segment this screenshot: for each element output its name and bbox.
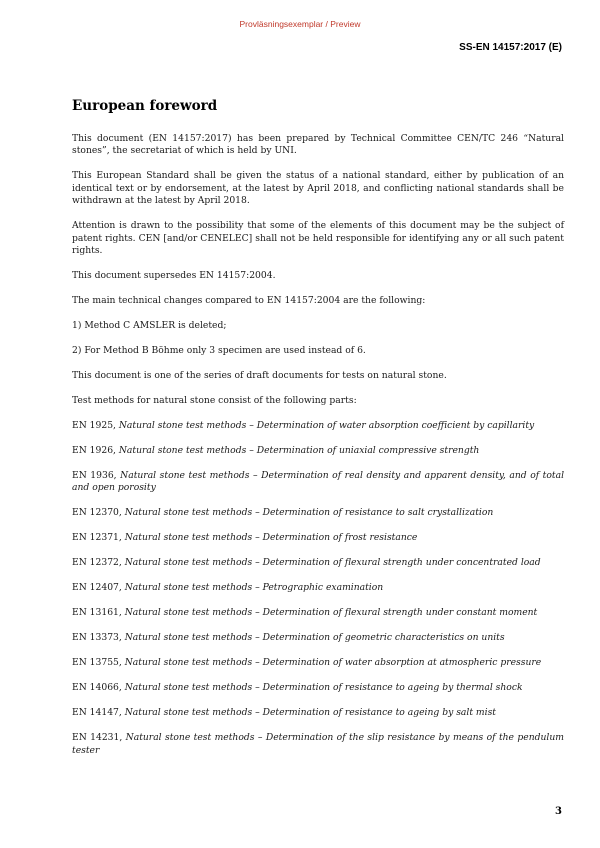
page-number: 3 (555, 806, 562, 817)
reference-code: EN 1926, (72, 445, 116, 457)
reference-title: Natural stone test methods – Determination of frost resistance (124, 532, 418, 544)
reference-code: EN 14147, (72, 707, 122, 719)
paragraph: This European Standard shall be given the status of a national standard, either by publication of an identical text or by endorsement, at the latest by April 2018, and conflicting national standards shall be withdrawn at the latest by April 2018. (72, 170, 564, 207)
paragraph: This document (EN 14157:2017) has been prepared by Technical Committee CEN/TC 246 “Natural stones”, the secretariat of which is held by UNI. (72, 133, 564, 157)
paragraph: 2) For Method B Böhme only 3 specimen are used instead of 6. (72, 345, 366, 357)
reference-item (72, 657, 564, 669)
reference-title: Natural stone test methods – Determination of the slip resistance by means of the pendulum tester (72, 732, 564, 756)
reference-title: Natural stone test methods – Determination of real density and apparent density, and of total and open porosity (72, 470, 565, 494)
paragraph: This document is one of the series of draft documents for tests on natural stone. (72, 370, 447, 382)
reference-code: EN 1925, (72, 420, 116, 432)
reference-code: EN 13373, (72, 632, 122, 644)
reference-item (72, 445, 564, 457)
paragraph: Attention is drawn to the possibility that some of the elements of this document may be the subject of patent rights. CEN [and/or CENELEC] shall not be held responsible for identifying any or all such patent rights. (72, 220, 564, 257)
reference-code: EN 12371, (72, 532, 122, 544)
reference-item (72, 682, 564, 694)
reference-code: EN 13755, (72, 657, 122, 669)
reference-title: Natural stone test methods – Determination of geometric characteristics on units (124, 632, 505, 644)
reference-title: Natural stone test methods – Determination of flexural strength under constant moment (124, 607, 538, 619)
reference-item (72, 582, 564, 594)
document-id: SS-EN 14157:2017 (E) (459, 42, 562, 53)
reference-code: EN 13161, (72, 607, 122, 619)
reference-title: Natural stone test methods – Determination of flexural strength under concentrated load (124, 557, 541, 569)
reference-title: Natural stone test methods – Determination of resistance to ageing by salt mist (124, 707, 496, 719)
paragraph: This document supersedes EN 14157:2004. (72, 270, 276, 282)
document-body (72, 133, 564, 770)
reference-code: EN 12370, (72, 507, 122, 519)
reference-code: EN 12372, (72, 557, 122, 569)
reference-item (72, 470, 564, 495)
reference-item (72, 732, 564, 757)
reference-title: Natural stone test methods – Determination of uniaxial compressive strength (118, 445, 480, 457)
reference-title: Natural stone test methods – Determination of water absorption coefficient by capillarity (118, 420, 535, 432)
reference-code: EN 1936, (72, 470, 117, 482)
preview-watermark: Provläsningsexemplar / Preview (239, 19, 361, 29)
reference-title: Natural stone test methods – Determination of resistance to ageing by thermal shock (124, 682, 523, 694)
paragraph: 1) Method C AMSLER is deleted; (72, 320, 227, 332)
reference-item (72, 632, 564, 644)
reference-item (72, 507, 564, 519)
reference-title: Natural stone test methods – Petrographic examination (124, 582, 384, 594)
section-title: European foreword (72, 98, 218, 114)
reference-item (72, 532, 564, 544)
reference-item (72, 557, 564, 569)
reference-item (72, 420, 564, 432)
reference-title: Natural stone test methods – Determination of water absorption at atmospheric pressure (124, 657, 542, 669)
reference-item (72, 707, 564, 719)
reference-code: EN 14231, (72, 732, 123, 744)
reference-item (72, 607, 564, 619)
paragraph: Test methods for natural stone consist of the following parts: (72, 395, 357, 407)
reference-title: Natural stone test methods – Determination of resistance to salt crystallization (124, 507, 494, 519)
reference-code: EN 14066, (72, 682, 122, 694)
reference-code: EN 12407, (72, 582, 122, 594)
paragraph: The main technical changes compared to EN 14157:2004 are the following: (72, 295, 426, 307)
